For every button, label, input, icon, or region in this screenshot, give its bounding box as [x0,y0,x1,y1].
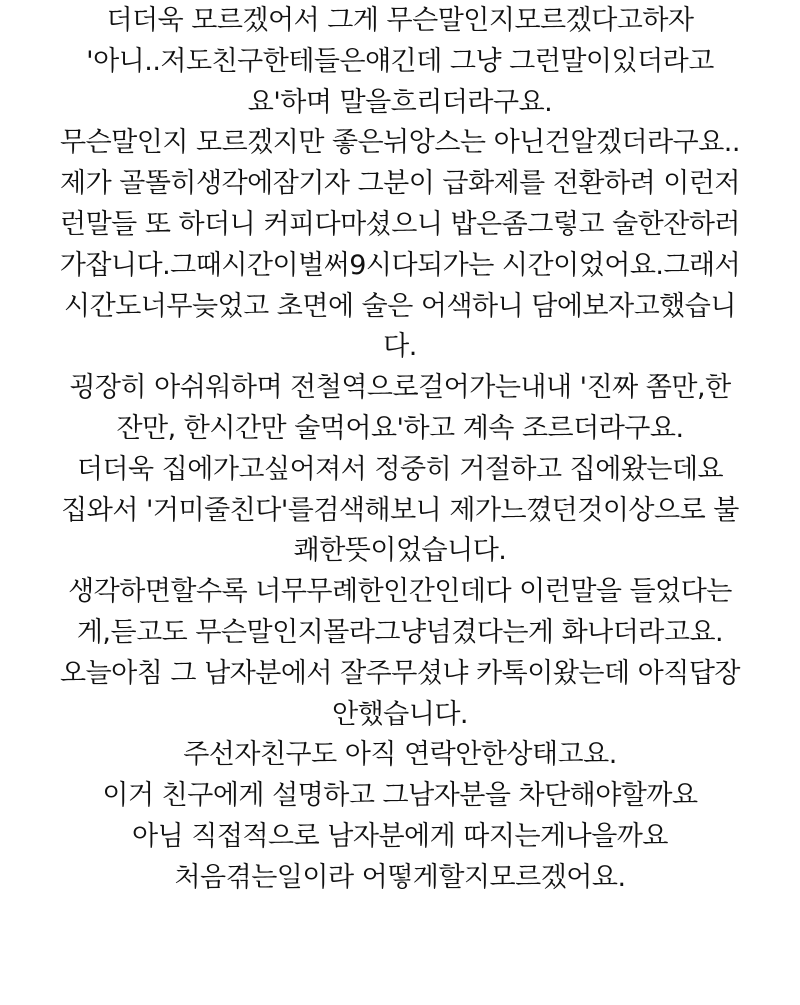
text-line: 안했습니다. [332,698,468,730]
text-line: 무슨말인지 모르겠지만 좋은뉘앙스는 아닌건알겠더라구요.. [60,127,740,159]
text-line: 굉장히 아쉬워하며 전철역으로걸어가는내내 '진짜 쫌만,한 [69,372,731,404]
text-line: 쾌한뜻이었습니다. [293,535,507,567]
text-line: 게,듣고도 무슨말인지몰라그냥넘겼다는게 화나더라고요. [76,616,724,648]
text-line: 생각하면할수록 너무무례한인간인데다 이런말을 들었다는 [68,576,732,608]
text-line: 처음겪는일이라 어떻게할지모르겠어요. [174,861,626,893]
text-line: 시간도너무늦었고 초면에 술은 어색하니 담에보자고했습니 [64,290,736,322]
text-line: 더더욱 모르겠어서 그게 무슨말인지모르겠다고하자 [106,5,694,36]
text-line: '아니..저도친구한테들은얘긴데 그냥 그런말이있더라고 [86,45,714,77]
text-line: 아님 직접적으로 남자분에게 따지는게나을까요 [132,820,668,852]
text-line: 가잡니다.그때시간이벌써9시다되가는 시간이었어요.그래서 [59,249,741,281]
text-line: 제가 골똘히생각에잠기자 그분이 급화제를 전환하려 이런저 [60,168,740,200]
text-line: 런말들 또 하더니 커피다마셨으니 밥은좀그렇고 술한잔하러 [60,208,740,240]
text-line: 이거 친구에게 설명하고 그남자분을 차단해야할까요 [102,780,698,812]
text-line: 요'하며 말을흐리더라구요. [247,86,553,118]
text-line: 다. [383,331,417,363]
text-line: 오늘아침 그 남자분에서 잘주무셨냐 카톡이왔는데 아직답장 [60,657,740,689]
text-line: 더더욱 집에가고싶어져서 정중히 거절하고 집에왔는데요 [76,453,724,485]
text-line: 주선자친구도 아직 연락안한상태고요. [183,739,617,771]
text-line: 잔만, 한시간만 술먹어요'하고 계속 조르더라구요. [116,412,684,444]
text-line: 집와서 '거미줄친다'를검색해보니 제가느꼈던것이상으로 불 [61,494,739,526]
